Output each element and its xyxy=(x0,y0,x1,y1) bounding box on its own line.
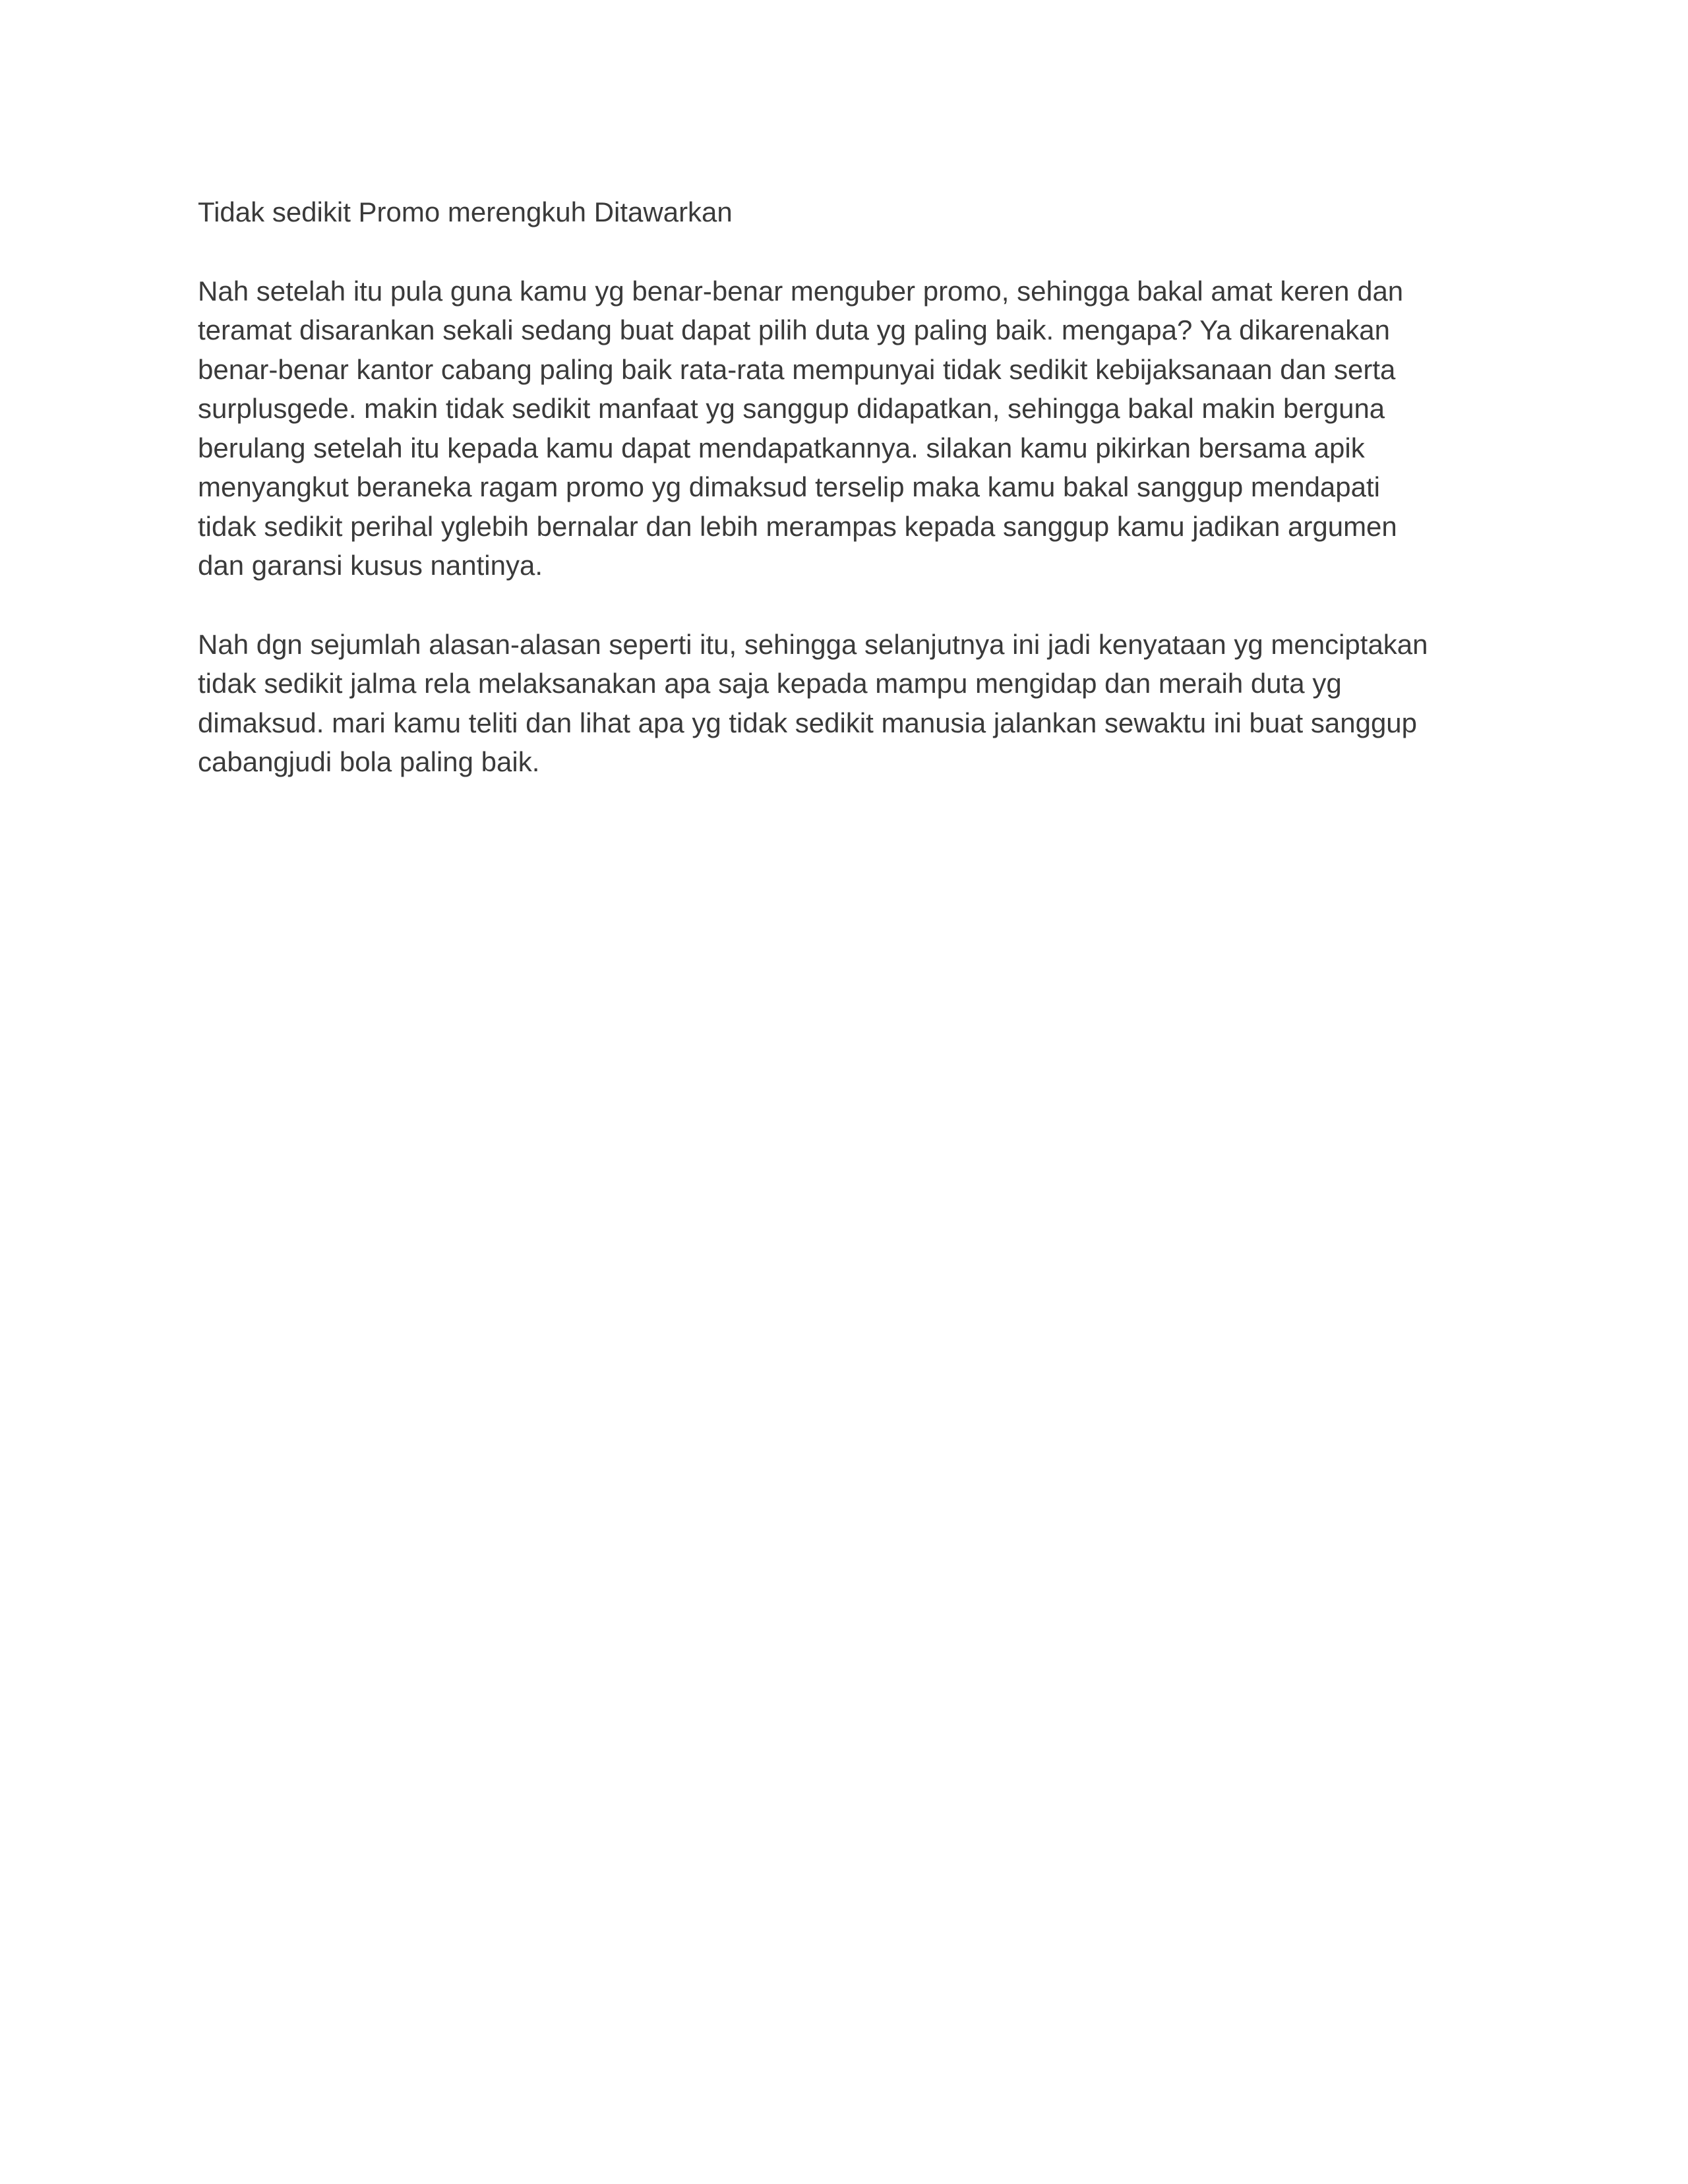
paragraph-line: dan garansi kusus nantinya. xyxy=(198,550,543,581)
paragraph-line: menyangkut beraneka ragam promo yg dimaksud terselip maka kamu bakal sanggup mendapati xyxy=(198,471,1380,502)
document-body xyxy=(198,192,1490,821)
paragraph-line: teramat disarankan sekali sedang buat dapat pilih duta yg paling baik. mengapa? Ya dikarenakan xyxy=(198,314,1391,345)
paragraph-line: cabangjudi bola paling baik. xyxy=(198,746,540,777)
paragraph-line: berulang setelah itu kepada kamu dapat mendapatkannya. silakan kamu pikirkan bersama apik xyxy=(198,432,1365,463)
paragraph-line: surplusgede. makin tidak sedikit manfaat yg sanggup didapatkan, sehingga bakal makin berguna xyxy=(198,393,1385,424)
paragraph-2 xyxy=(198,625,1490,782)
paragraph-line: dimaksud. mari kamu teliti dan lihat apa yg tidak sedikit manusia jalankan sewaktu ini buat sanggup xyxy=(198,707,1418,738)
document-title: Tidak sedikit Promo merengkuh Ditawarkan xyxy=(198,196,733,227)
paragraph-line: tidak sedikit jalma rela melaksanakan apa saja kepada mampu mengidap dan meraih duta yg xyxy=(198,668,1342,699)
paragraph-line: benar-benar kantor cabang paling baik rata-rata mempunyai tidak sedikit kebijaksanaan dan serta xyxy=(198,353,1396,385)
paragraph-line: tidak sedikit perihal yglebih bernalar dan lebih merampas kepada sanggup kamu jadikan argumen xyxy=(198,510,1397,542)
paragraph-1 xyxy=(198,272,1490,585)
paragraph-line: Nah dgn sejumlah alasan-alasan seperti itu, sehingga selanjutnya ini jadi kenyataan yg menciptakan xyxy=(198,628,1428,660)
paragraph-line: Nah setelah itu pula guna kamu yg benar-benar menguber promo, sehingga bakal amat keren dan xyxy=(198,275,1404,307)
